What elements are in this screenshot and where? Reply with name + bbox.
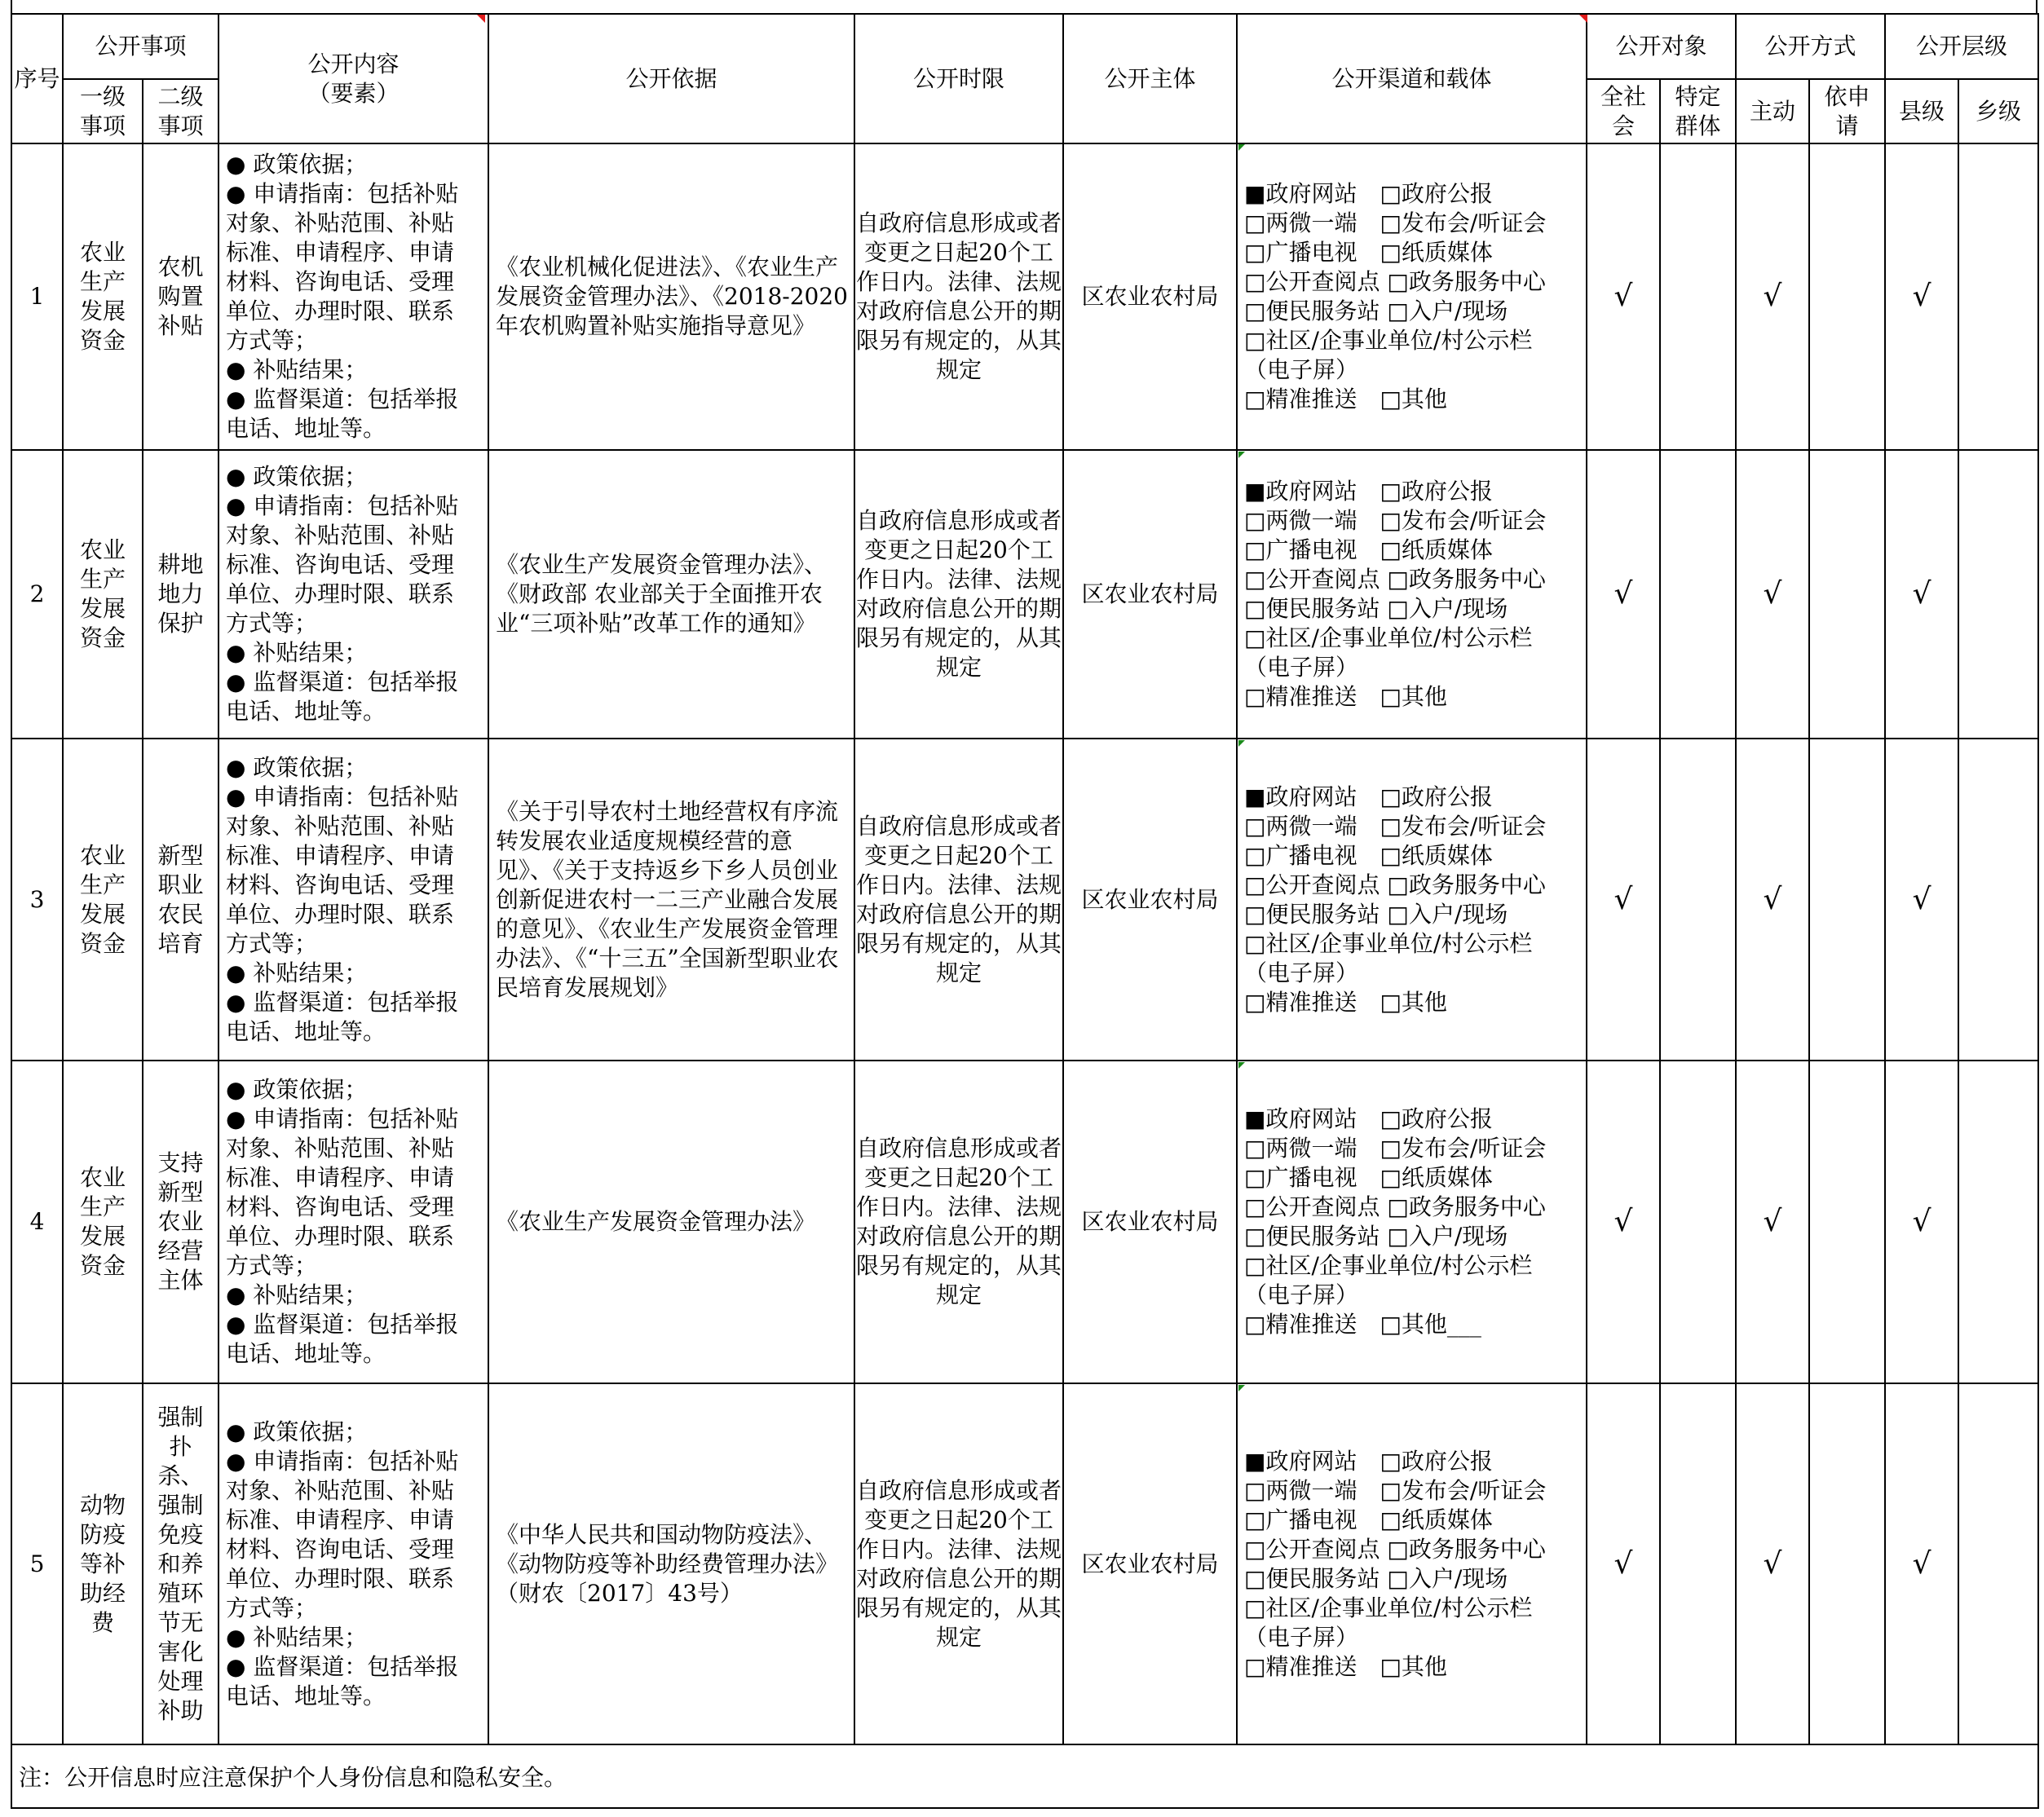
header-matter-l1: 一级事项 xyxy=(63,79,143,143)
row-method-request xyxy=(1809,1383,1885,1744)
row-basis: 《中华人民共和国动物防疫法》、《动物防疫等补助经费管理办法》（财农〔2017〕43号） xyxy=(488,1383,854,1744)
row-target-specific xyxy=(1660,450,1736,739)
header-target-all: 全社会 xyxy=(1587,79,1660,143)
row-channels: ■政府网站 □政府公报 □两微一端 □发布会/听证会 □广播电视 □纸质媒体 □公开查阅点 □政务服务中心 □便民服务站 □入户/现场 □社区/企事业单位/村公示栏 （电子屏） □精准推送 □其他 xyxy=(1237,1383,1587,1744)
comment-marker xyxy=(1579,15,1587,23)
row-basis: 《农业生产发展资金管理办法》 xyxy=(488,1061,854,1383)
table-row xyxy=(11,739,2038,1061)
header-method-active: 主动 xyxy=(1736,79,1809,143)
row-basis: 《农业机械化促进法》、《农业生产发展资金管理办法》、《2018-2020年农机购置补贴实施指导意见》 xyxy=(488,143,854,450)
row-basis: 《关于引导农村土地经营权有序流转发展农业适度规模经营的意见》、《关于支持返乡下乡人员创业创新促进农村一二三产业融合发展的意见》、《农业生产发展资金管理办法》、《“十三五”全国新型职业农民培育发展规划》 xyxy=(488,739,854,1061)
table-note: 注：公开信息时应注意保护个人身份信息和隐私安全。 xyxy=(11,1744,2038,1808)
row-method-active: √ xyxy=(1736,1061,1809,1383)
row-channels: ■政府网站 □政府公报 □两微一端 □发布会/听证会 □广播电视 □纸质媒体 □公开查阅点 □政务服务中心 □便民服务站 □入户/现场 □社区/企事业单位/村公示栏 （电子屏） □精准推送 □其他 xyxy=(1237,739,1587,1061)
row-method-active: √ xyxy=(1736,450,1809,739)
row-content: ● 政策依据； ● 申请指南：包括补贴 对象、补贴范围、补贴 标准、申请程序、申请 材料、咨询电话、受理 单位、办理时限、联系 方式等； ● 补贴结果； ● 监督渠道：包括举报 电话、地址等。 xyxy=(219,1383,488,1744)
row-l2: 耕地地力保护 xyxy=(143,450,219,739)
table-row xyxy=(11,1383,2038,1744)
comment-marker xyxy=(1238,452,1245,458)
header-time-limit: 公开时限 xyxy=(854,14,1063,143)
row-channels: ■政府网站 □政府公报 □两微一端 □发布会/听证会 □广播电视 □纸质媒体 □公开查阅点 □政务服务中心 □便民服务站 □入户/现场 □社区/企事业单位/村公示栏 （电子屏） □精准推送 □其他 xyxy=(1237,143,1587,450)
header-target-group: 公开对象 xyxy=(1587,14,1736,79)
row-subject: 区农业农村局 xyxy=(1063,450,1237,739)
comment-marker xyxy=(1238,144,1245,151)
header-level-county: 县级 xyxy=(1885,79,1958,143)
row-method-active: √ xyxy=(1736,739,1809,1061)
row-method-request xyxy=(1809,450,1885,739)
row-target-all: √ xyxy=(1587,143,1660,450)
table-row xyxy=(11,1061,2038,1383)
row-no: 2 xyxy=(11,450,63,739)
table-row xyxy=(11,450,2038,739)
row-level-town xyxy=(1958,450,2038,739)
row-time-limit: 自政府信息形成或者变更之日起20个工作日内。法律、法规对政府信息公开的期限另有规定的，从其规定 xyxy=(854,450,1063,739)
row-level-town xyxy=(1958,143,2038,450)
row-time-limit: 自政府信息形成或者变更之日起20个工作日内。法律、法规对政府信息公开的期限另有规定的，从其规定 xyxy=(854,1061,1063,1383)
row-no: 4 xyxy=(11,1061,63,1383)
row-level-county: √ xyxy=(1885,143,1958,450)
row-method-request xyxy=(1809,739,1885,1061)
comment-marker xyxy=(1238,1385,1245,1391)
row-no: 1 xyxy=(11,143,63,450)
row-level-county: √ xyxy=(1885,1383,1958,1744)
row-time-limit: 自政府信息形成或者变更之日起20个工作日内。法律、法规对政府信息公开的期限另有规定的，从其规定 xyxy=(854,1383,1063,1744)
row-time-limit: 自政府信息形成或者变更之日起20个工作日内。法律、法规对政府信息公开的期限另有规定的，从其规定 xyxy=(854,739,1063,1061)
header-basis: 公开依据 xyxy=(488,14,854,143)
row-l1: 动物防疫等补助经费 xyxy=(63,1383,143,1744)
row-subject: 区农业农村局 xyxy=(1063,739,1237,1061)
comment-marker xyxy=(1238,1062,1245,1069)
row-channels: ■政府网站 □政府公报 □两微一端 □发布会/听证会 □广播电视 □纸质媒体 □公开查阅点 □政务服务中心 □便民服务站 □入户/现场 □社区/企事业单位/村公示栏 （电子屏） □精准推送 □其他___ xyxy=(1237,1061,1587,1383)
row-level-town xyxy=(1958,1383,2038,1744)
row-channels: ■政府网站 □政府公报 □两微一端 □发布会/听证会 □广播电视 □纸质媒体 □公开查阅点 □政务服务中心 □便民服务站 □入户/现场 □社区/企事业单位/村公示栏 （电子屏） □精准推送 □其他 xyxy=(1237,450,1587,739)
row-l2: 支持新型农业经营主体 xyxy=(143,1061,219,1383)
header-matter-l2: 二级事项 xyxy=(143,79,219,143)
comment-marker xyxy=(1238,740,1245,747)
row-target-all: √ xyxy=(1587,1383,1660,1744)
row-method-active: √ xyxy=(1736,1383,1809,1744)
row-level-town xyxy=(1958,1061,2038,1383)
header-target-specific: 特定群体 xyxy=(1660,79,1736,143)
table-row xyxy=(11,143,2038,450)
row-l2: 强制扑杀、强制免疫和养殖环节无害化处理补助 xyxy=(143,1383,219,1744)
row-no: 3 xyxy=(11,739,63,1061)
row-subject: 区农业农村局 xyxy=(1063,143,1237,450)
row-content: ● 政策依据； ● 申请指南：包括补贴 对象、补贴范围、补贴 标准、申请程序、申请 材料、咨询电话、受理 单位、办理时限、联系 方式等； ● 补贴结果； ● 监督渠道：包括举报 电话、地址等。 xyxy=(219,143,488,450)
row-target-all: √ xyxy=(1587,1061,1660,1383)
header-seq: 序号 xyxy=(11,14,63,143)
row-level-county: √ xyxy=(1885,450,1958,739)
row-method-request xyxy=(1809,143,1885,450)
row-no: 5 xyxy=(11,1383,63,1744)
row-l1: 农业生产发展资金 xyxy=(63,739,143,1061)
row-content: ● 政策依据； ● 申请指南：包括补贴 对象、补贴范围、补贴 标准、咨询电话、受理 单位、办理时限、联系 方式等； ● 补贴结果； ● 监督渠道：包括举报 电话、地址等。 xyxy=(219,450,488,739)
row-l1: 农业生产发展资金 xyxy=(63,1061,143,1383)
row-target-all: √ xyxy=(1587,739,1660,1061)
row-target-specific xyxy=(1660,1383,1736,1744)
row-time-limit: 自政府信息形成或者变更之日起20个工作日内。法律、法规对政府信息公开的期限另有规定的，从其规定 xyxy=(854,143,1063,450)
row-l1: 农业生产发展资金 xyxy=(63,450,143,739)
header-level-group: 公开层级 xyxy=(1885,14,2038,79)
row-l2: 农机购置补贴 xyxy=(143,143,219,450)
header-method-request: 依申请 xyxy=(1809,79,1885,143)
header-matter-group: 公开事项 xyxy=(63,14,219,79)
row-level-county: √ xyxy=(1885,1061,1958,1383)
header-channel: 公开渠道和载体 xyxy=(1237,14,1587,143)
row-target-specific xyxy=(1660,739,1736,1061)
row-target-specific xyxy=(1660,143,1736,450)
header-content: 公开内容 （要素） xyxy=(219,14,488,143)
header-method-group: 公开方式 xyxy=(1736,14,1885,79)
row-level-town xyxy=(1958,739,2038,1061)
row-content: ● 政策依据； ● 申请指南：包括补贴 对象、补贴范围、补贴 标准、申请程序、申请 材料、咨询电话、受理 单位、办理时限、联系 方式等； ● 补贴结果； ● 监督渠道：包括举报 电话、地址等。 xyxy=(219,739,488,1061)
row-content: ● 政策依据； ● 申请指南：包括补贴 对象、补贴范围、补贴 标准、申请程序、申请 材料、咨询电话、受理 单位、办理时限、联系 方式等； ● 补贴结果； ● 监督渠道：包括举报 电话、地址等。 xyxy=(219,1061,488,1383)
row-l1: 农业生产发展资金 xyxy=(63,143,143,450)
top-border xyxy=(11,0,2037,13)
header-level-town: 乡级 xyxy=(1958,79,2038,143)
row-subject: 区农业农村局 xyxy=(1063,1061,1237,1383)
row-level-county: √ xyxy=(1885,739,1958,1061)
row-method-request xyxy=(1809,1061,1885,1383)
row-basis: 《农业生产发展资金管理办法》、《财政部 农业部关于全面推开农业“三项补贴”改革工作的通知》 xyxy=(488,450,854,739)
row-method-active: √ xyxy=(1736,143,1809,450)
row-target-all: √ xyxy=(1587,450,1660,739)
disclosure-table xyxy=(11,13,2039,1809)
row-target-specific xyxy=(1660,1061,1736,1383)
header-subject: 公开主体 xyxy=(1063,14,1237,143)
row-subject: 区农业农村局 xyxy=(1063,1383,1237,1744)
comment-marker xyxy=(477,15,485,23)
row-l2: 新型职业农民培育 xyxy=(143,739,219,1061)
